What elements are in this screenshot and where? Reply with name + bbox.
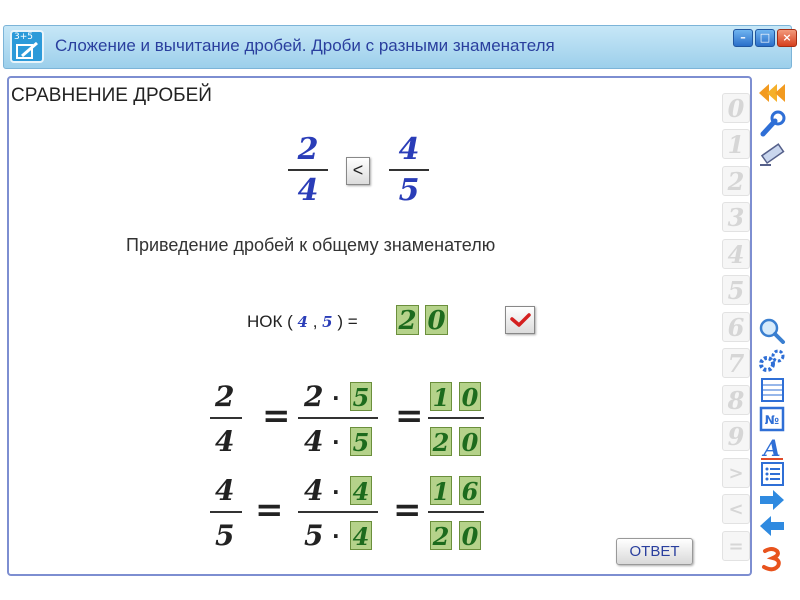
left-denominator: 4	[297, 173, 319, 208]
page-heading: СРАВНЕНИЕ ДРОБЕЙ	[11, 85, 212, 106]
app-icon	[10, 30, 44, 63]
eq1-result-numerator-digit[interactable]: 0	[459, 382, 481, 411]
fraction-bar	[210, 511, 242, 513]
eq2-result-denominator-digit[interactable]: 2	[430, 521, 452, 550]
lcm-digit-input[interactable]: 0	[425, 305, 448, 335]
equals-sign: =	[262, 396, 291, 436]
equals-sign: =	[255, 490, 284, 530]
left-numerator: 2	[297, 132, 319, 167]
fraction-bar	[428, 417, 484, 419]
times-sign: ·	[332, 524, 340, 548]
eq2-result-denominator-digit[interactable]: 0	[459, 521, 481, 550]
eq2-result-numerator-digit[interactable]: 6	[459, 476, 481, 505]
back-arrows-icon[interactable]	[757, 79, 787, 107]
eq1-expansion-numerator: 2	[304, 380, 324, 413]
lcm-close: ) =	[337, 312, 358, 331]
key-4[interactable]: 4	[722, 239, 750, 269]
lcm-label: НОК (	[247, 312, 293, 331]
wrench-icon[interactable]	[757, 110, 787, 138]
eq1-result-denominator-digit[interactable]: 0	[459, 427, 481, 456]
window-title: Сложение и вычитание дробей. Дроби с разными знаменателя	[55, 36, 555, 55]
eq1-multiplier-bottom[interactable]: 5	[350, 427, 372, 456]
key-1[interactable]: 1	[722, 129, 750, 159]
check-button[interactable]	[505, 306, 535, 334]
eq2-expansion-denominator: 5	[304, 519, 324, 552]
lcm-comma: ,	[312, 312, 318, 331]
key-9[interactable]: 9	[722, 421, 750, 451]
fraction-bar	[298, 417, 378, 419]
key-5[interactable]: 5	[722, 275, 750, 305]
table-icon[interactable]	[757, 376, 787, 404]
maximize-button[interactable]: □	[755, 29, 775, 47]
eraser-icon[interactable]	[757, 140, 787, 168]
checkmark-icon	[506, 307, 534, 333]
fraction-bar	[288, 169, 328, 171]
svg-text:№: №	[764, 413, 780, 427]
key-less[interactable]: <	[722, 494, 750, 524]
title-bar	[3, 25, 792, 69]
window-controls	[733, 29, 797, 47]
font-a-icon[interactable]	[757, 434, 787, 462]
eq1-result-numerator-digit[interactable]: 1	[430, 382, 452, 411]
number-sign-icon[interactable]	[757, 405, 787, 433]
eq1-expansion-denominator: 4	[304, 425, 324, 458]
times-sign: ·	[332, 480, 340, 504]
arrow-right-icon[interactable]	[757, 486, 787, 514]
eq2-multiplier-bottom[interactable]: 4	[350, 521, 372, 550]
svg-text:A: A	[763, 436, 781, 462]
equals-sign: =	[393, 490, 422, 530]
gears-icon[interactable]	[757, 347, 787, 375]
pencil-icon	[16, 42, 40, 60]
eq2-numerator: 4	[215, 474, 235, 507]
eq2-denominator: 5	[215, 519, 235, 552]
zoom-icon[interactable]	[757, 316, 787, 344]
key-8[interactable]: 8	[722, 385, 750, 415]
eq1-numerator: 2	[215, 380, 235, 413]
lcm-a: 4	[297, 313, 308, 331]
times-sign: ·	[332, 386, 340, 410]
lcm-b: 5	[322, 313, 333, 331]
eq1-result-denominator-digit[interactable]: 2	[430, 427, 452, 456]
left-fraction	[288, 132, 328, 208]
key-equals[interactable]: =	[722, 531, 750, 561]
eq1-denominator: 4	[215, 425, 235, 458]
fraction-bar	[389, 169, 429, 171]
right-fraction	[389, 132, 429, 208]
key-6[interactable]: 6	[722, 312, 750, 342]
subtitle: Приведение дробей к общему знаменателю	[126, 235, 496, 255]
key-3[interactable]: 3	[722, 202, 750, 232]
eq1-multiplier-top[interactable]: 5	[350, 382, 372, 411]
comparison-sign-button[interactable]: <	[346, 157, 370, 185]
eq2-expansion-numerator: 4	[304, 474, 324, 507]
key-0[interactable]: 0	[722, 93, 750, 123]
key-7[interactable]: 7	[722, 348, 750, 378]
logo-3-icon	[757, 545, 787, 573]
list-icon[interactable]	[757, 460, 787, 488]
fraction-bar	[428, 511, 484, 513]
equals-sign: =	[395, 396, 424, 436]
answer-button[interactable]: ОТВЕТ	[616, 538, 693, 565]
app-icon-label: 3+5	[14, 32, 33, 42]
lcm-expression	[247, 312, 358, 332]
key-greater[interactable]: >	[722, 458, 750, 488]
right-denominator: 5	[398, 173, 420, 208]
right-numerator: 4	[398, 132, 420, 167]
eq2-multiplier-top[interactable]: 4	[350, 476, 372, 505]
key-2[interactable]: 2	[722, 166, 750, 196]
eq2-result-numerator-digit[interactable]: 1	[430, 476, 452, 505]
fraction-bar	[210, 417, 242, 419]
close-button[interactable]: ×	[777, 29, 797, 47]
arrow-left-icon[interactable]	[757, 512, 787, 540]
times-sign: ·	[332, 430, 340, 454]
lcm-digit-input[interactable]: 2	[396, 305, 419, 335]
main-panel	[7, 76, 752, 576]
minimize-button[interactable]: –	[733, 29, 753, 47]
fraction-bar	[298, 511, 378, 513]
